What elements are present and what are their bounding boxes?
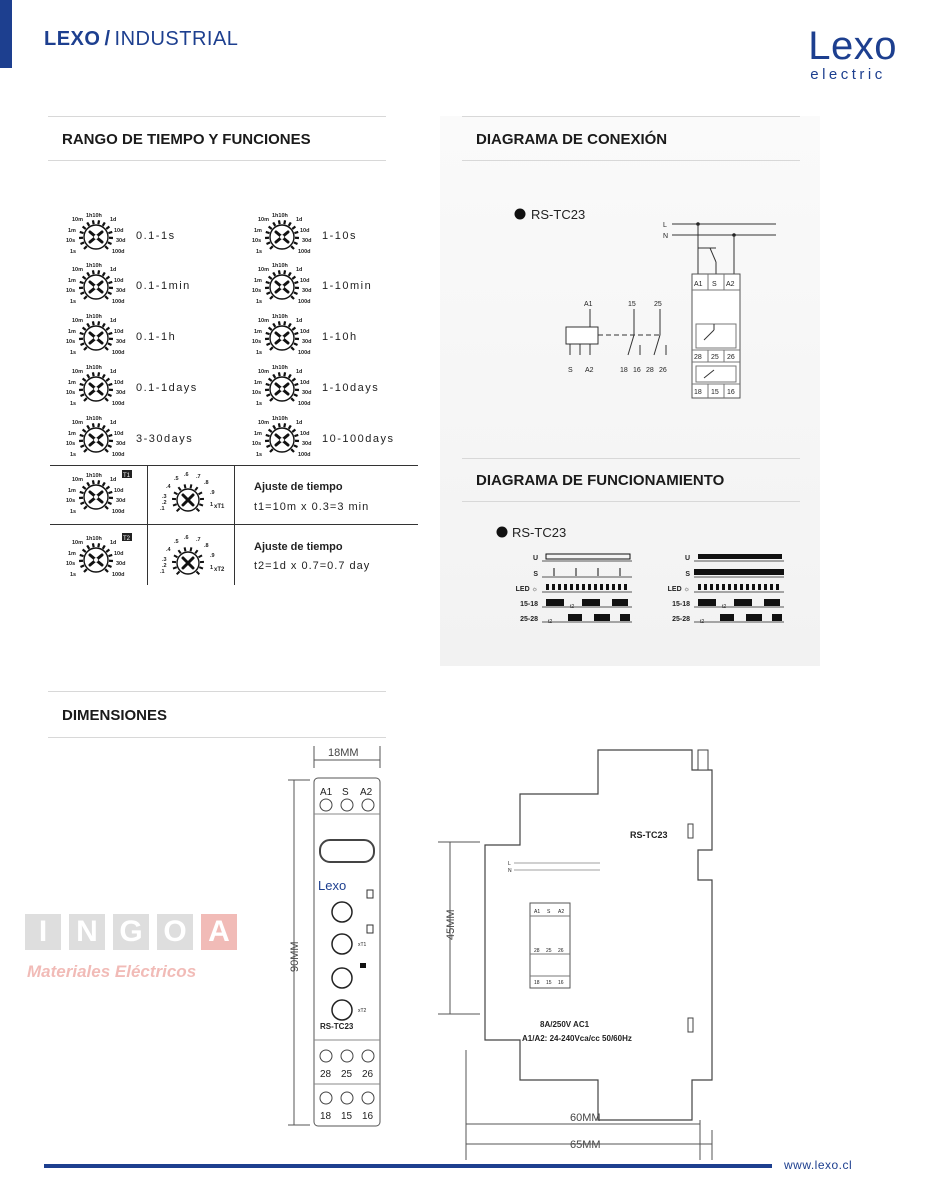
svg-text:1m: 1m <box>68 431 76 437</box>
svg-text:30d: 30d <box>302 390 312 396</box>
svg-text:T2: T2 <box>123 536 131 542</box>
svg-text:30d: 30d <box>302 441 312 447</box>
terminal-label: 16 <box>727 389 735 396</box>
svg-text:10d: 10d <box>300 380 310 386</box>
terminal-label: A2 <box>558 909 565 915</box>
terminal-label: 15 <box>711 389 719 396</box>
range-dial-icon <box>60 260 132 312</box>
svg-text:10d: 10d <box>300 431 310 437</box>
rating-1: 8A/250V AC1 <box>540 1020 590 1029</box>
svg-text:1m: 1m <box>68 380 76 386</box>
svg-text:10d: 10d <box>300 278 310 284</box>
schematic-label: 28 <box>646 367 654 374</box>
svg-text:100d: 100d <box>112 299 125 305</box>
schematic-label: 18 <box>620 367 628 374</box>
terminal-label: 28 <box>694 354 702 361</box>
svg-text:10d: 10d <box>114 488 124 494</box>
rule <box>48 116 386 117</box>
dim-depth-b: 65MM <box>570 1139 601 1151</box>
header-brand <box>44 28 238 51</box>
schematic-label: A2 <box>585 367 594 374</box>
svg-text:100d: 100d <box>112 509 125 515</box>
terminal-label: A1 <box>694 281 703 288</box>
svg-text:1h10h: 1h10h <box>272 263 288 269</box>
svg-text:1d: 1d <box>110 217 117 223</box>
svg-text:1d: 1d <box>296 420 303 426</box>
multiplier-dial-icon <box>152 472 228 524</box>
svg-text:t2: t2 <box>722 604 727 610</box>
range-dial-icon <box>246 413 318 465</box>
ajuste-formula-2: t2=1d x 0.7=0.7 day <box>254 560 371 572</box>
svg-text:10d: 10d <box>114 278 124 284</box>
svg-text:10m: 10m <box>72 267 84 273</box>
svg-text:10s: 10s <box>66 441 76 447</box>
svg-text:.6: .6 <box>184 472 189 478</box>
svg-text:T1: T1 <box>123 473 131 479</box>
svg-text:1h10h: 1h10h <box>272 416 288 422</box>
ajuste-title-2: Ajuste de tiempo <box>254 541 343 553</box>
range-dial-icon <box>60 362 132 414</box>
svg-text:10s: 10s <box>66 288 76 294</box>
svg-text:1d: 1d <box>296 369 303 375</box>
svg-text:.4: .4 <box>166 484 171 490</box>
svg-text:U: U <box>684 555 690 562</box>
svg-text:10s: 10s <box>66 390 76 396</box>
rating-2: A1/A2: 24-240Vca/cc 50/60Hz <box>522 1034 632 1043</box>
terminal-label: S <box>342 787 349 798</box>
range-label: 0.1-1days <box>136 382 198 394</box>
svg-text:1s: 1s <box>256 299 263 305</box>
svg-text:10m: 10m <box>258 318 270 324</box>
svg-text:10m: 10m <box>72 420 84 426</box>
svg-text:1h10h: 1h10h <box>272 213 288 219</box>
range-label: 0.1-1s <box>136 230 176 242</box>
svg-text:100d: 100d <box>298 452 311 458</box>
svg-text:100d: 100d <box>112 572 125 578</box>
watermark-letter: A <box>201 914 237 950</box>
watermark-letter: N <box>69 914 105 950</box>
svg-text:100d: 100d <box>112 401 125 407</box>
timing-diagram <box>490 520 800 630</box>
svg-text:1d: 1d <box>110 318 117 324</box>
footer-rule <box>44 1164 772 1168</box>
svg-text:1s: 1s <box>256 350 263 356</box>
range-dial-icon <box>246 260 318 312</box>
watermark-letter: G <box>113 914 149 950</box>
svg-text:1h10h: 1h10h <box>86 536 102 542</box>
range-dial-icon <box>246 311 318 363</box>
svg-text:1h10h: 1h10h <box>272 314 288 320</box>
svg-text:LED ☼: LED ☼ <box>667 586 690 593</box>
watermark-letter: O <box>157 914 193 950</box>
svg-text:100d: 100d <box>112 249 125 255</box>
table-line <box>147 465 148 585</box>
svg-text:.8: .8 <box>204 543 209 549</box>
svg-text:30d: 30d <box>116 441 126 447</box>
front-view-drawing <box>280 740 400 1140</box>
svg-text:10m: 10m <box>72 318 84 324</box>
svg-text:10s: 10s <box>252 238 262 244</box>
terminal-label: S <box>547 909 551 915</box>
svg-text:1s: 1s <box>70 452 77 458</box>
schematic-label: A1 <box>584 301 593 308</box>
brand-separator: / <box>104 28 111 50</box>
range-dial-icon <box>60 311 132 363</box>
rule <box>462 116 800 117</box>
svg-text:100d: 100d <box>112 452 125 458</box>
section-title-dimensiones: DIMENSIONES <box>62 707 168 724</box>
svg-text:100d: 100d <box>298 249 311 255</box>
terminal-label: 25 <box>711 354 719 361</box>
footer-url[interactable]: www.lexo.cl <box>784 1158 853 1172</box>
rule <box>462 458 800 459</box>
svg-text:.6: .6 <box>184 535 189 541</box>
watermark-logo <box>25 888 283 998</box>
svg-text:1s: 1s <box>70 401 77 407</box>
funcionamiento-model: RS-TC23 <box>512 525 567 540</box>
svg-text:S: S <box>685 571 690 578</box>
range-dial-icon <box>246 210 318 262</box>
svg-text:100d: 100d <box>112 350 125 356</box>
rule <box>48 691 386 692</box>
schematic-label: 15 <box>628 301 636 308</box>
terminal-label: 28 <box>320 1069 332 1080</box>
svg-text:25-28: 25-28 <box>672 616 690 623</box>
svg-text:30d: 30d <box>302 339 312 345</box>
svg-text:100d: 100d <box>298 299 311 305</box>
svg-text:1m: 1m <box>254 329 262 335</box>
svg-text:10s: 10s <box>66 561 76 567</box>
device-brand: Lexo <box>318 878 347 893</box>
rule <box>462 501 800 502</box>
svg-text:15-18: 15-18 <box>672 601 690 608</box>
svg-text:30d: 30d <box>116 238 126 244</box>
svg-text:1h10h: 1h10h <box>86 416 102 422</box>
range-label: 1-10min <box>322 280 373 292</box>
terminal-label: 16 <box>362 1111 374 1122</box>
watermark-subtitle: Materiales Eléctricos <box>27 962 197 981</box>
range-dial-icon <box>246 362 318 414</box>
svg-text:.2: .2 <box>162 500 167 506</box>
dim-width-front: 18MM <box>328 747 359 759</box>
svg-text:1s: 1s <box>70 350 77 356</box>
svg-text:10d: 10d <box>114 551 124 557</box>
side-model: RS-TC23 <box>630 830 668 840</box>
side-view-drawing <box>430 740 730 1160</box>
brand-name: LEXO <box>44 28 101 50</box>
schematic-label: 16 <box>633 367 641 374</box>
svg-text:10d: 10d <box>300 329 310 335</box>
svg-text:1d: 1d <box>110 540 117 546</box>
ajuste-title-1: Ajuste de tiempo <box>254 481 343 493</box>
terminal-label: A1 <box>320 787 333 798</box>
bullet-icon <box>515 209 526 220</box>
terminal-label: 25 <box>341 1069 353 1080</box>
svg-text:.9: .9 <box>210 553 215 559</box>
terminal-label: 15 <box>546 980 552 986</box>
svg-text:10m: 10m <box>258 267 270 273</box>
svg-text:xT1: xT1 <box>214 504 225 510</box>
svg-text:1: 1 <box>210 565 214 571</box>
svg-text:30d: 30d <box>116 561 126 567</box>
svg-text:1m: 1m <box>68 488 76 494</box>
svg-text:xT2: xT2 <box>214 567 225 573</box>
svg-text:1m: 1m <box>254 380 262 386</box>
svg-text:100d: 100d <box>298 350 311 356</box>
device-xt2: xT2 <box>358 1008 367 1014</box>
svg-text:t2: t2 <box>548 619 553 625</box>
terminal-label: S <box>712 281 717 288</box>
svg-text:10s: 10s <box>252 339 262 345</box>
svg-text:.3: .3 <box>162 557 167 563</box>
dim-height: 90MM <box>289 941 301 972</box>
svg-text:.1: .1 <box>160 569 165 575</box>
logo-sub: electric <box>810 66 886 83</box>
rule <box>48 160 386 161</box>
range-label: 1-10s <box>322 230 358 242</box>
range-label: 0.1-1h <box>136 331 177 343</box>
svg-text:1m: 1m <box>254 431 262 437</box>
svg-text:10s: 10s <box>66 498 76 504</box>
svg-text:1d: 1d <box>296 318 303 324</box>
range-dial-icon <box>60 413 132 465</box>
dim-depth-a: 60MM <box>570 1112 601 1124</box>
svg-text:1s: 1s <box>256 452 263 458</box>
svg-text:.9: .9 <box>210 490 215 496</box>
conexion-model: RS-TC23 <box>531 207 586 222</box>
terminal-label: A2 <box>360 787 373 798</box>
terminal-label: 26 <box>362 1069 374 1080</box>
range-label: 1-10days <box>322 382 380 394</box>
svg-text:U: U <box>532 555 538 562</box>
svg-text:.8: .8 <box>204 480 209 486</box>
svg-text:10d: 10d <box>114 431 124 437</box>
dim-depth-inner: 45MM <box>445 909 457 940</box>
svg-text:10m: 10m <box>72 540 84 546</box>
svg-text:1d: 1d <box>110 267 117 273</box>
svg-text:S: S <box>533 571 538 578</box>
svg-text:1d: 1d <box>110 369 117 375</box>
line-label: N <box>508 868 512 874</box>
svg-text:10d: 10d <box>114 228 124 234</box>
svg-text:1: 1 <box>210 502 214 508</box>
svg-text:.7: .7 <box>196 474 201 480</box>
terminal-label: 28 <box>534 948 540 954</box>
svg-text:.5: .5 <box>174 539 179 545</box>
schematic-label: 26 <box>659 367 667 374</box>
rule <box>462 160 800 161</box>
svg-text:15-18: 15-18 <box>520 601 538 608</box>
lexo-logo <box>808 26 897 83</box>
svg-text:t2: t2 <box>570 604 575 610</box>
section-title-rango: RANGO DE TIEMPO Y FUNCIONES <box>62 131 311 148</box>
svg-text:1s: 1s <box>256 249 263 255</box>
svg-text:1s: 1s <box>70 572 77 578</box>
device-xt1: xT1 <box>358 942 367 948</box>
bullet-icon <box>497 527 508 538</box>
line-label: L <box>508 861 511 867</box>
terminal-label: A1 <box>534 909 541 915</box>
range-label: 3-30days <box>136 433 194 445</box>
svg-text:30d: 30d <box>116 339 126 345</box>
svg-text:1d: 1d <box>296 267 303 273</box>
range-dial-icon <box>60 533 132 585</box>
logo-main: Lexo <box>808 24 897 68</box>
svg-text:1s: 1s <box>70 509 77 515</box>
line-label-n: N <box>663 233 669 240</box>
svg-text:t2: t2 <box>700 619 705 625</box>
brand-category: INDUSTRIAL <box>114 28 239 50</box>
multiplier-dial-icon <box>152 535 228 587</box>
svg-text:10s: 10s <box>252 441 262 447</box>
svg-text:1d: 1d <box>110 477 117 483</box>
terminal-label: A2 <box>726 281 735 288</box>
svg-text:1m: 1m <box>68 278 76 284</box>
svg-text:10m: 10m <box>258 420 270 426</box>
svg-text:10m: 10m <box>72 217 84 223</box>
line-label-l: L <box>663 222 667 229</box>
range-label: 0.1-1min <box>136 280 191 292</box>
range-label: 1-10h <box>322 331 358 343</box>
svg-text:1m: 1m <box>68 551 76 557</box>
svg-text:1m: 1m <box>68 329 76 335</box>
svg-text:.5: .5 <box>174 476 179 482</box>
svg-text:10d: 10d <box>300 228 310 234</box>
terminal-label: 15 <box>341 1111 353 1122</box>
svg-text:.1: .1 <box>160 506 165 512</box>
svg-text:1m: 1m <box>68 228 76 234</box>
svg-text:30d: 30d <box>116 390 126 396</box>
svg-text:30d: 30d <box>302 288 312 294</box>
svg-text:100d: 100d <box>298 401 311 407</box>
terminal-label: 26 <box>558 948 564 954</box>
svg-text:25-28: 25-28 <box>520 616 538 623</box>
svg-text:10m: 10m <box>72 477 84 483</box>
terminal-label: 26 <box>727 354 735 361</box>
svg-text:.2: .2 <box>162 563 167 569</box>
svg-text:10m: 10m <box>258 217 270 223</box>
range-dial-icon <box>60 470 132 522</box>
svg-text:10s: 10s <box>66 238 76 244</box>
svg-text:1h10h: 1h10h <box>86 263 102 269</box>
section-title-funcionamiento: DIAGRAMA DE FUNCIONAMIENTO <box>476 472 725 489</box>
svg-text:LED ☼: LED ☼ <box>515 586 538 593</box>
terminal-label: 25 <box>546 948 552 954</box>
svg-text:30d: 30d <box>116 498 126 504</box>
svg-text:1h10h: 1h10h <box>86 365 102 371</box>
terminal-label: 18 <box>534 980 540 986</box>
terminal-label: 18 <box>694 389 702 396</box>
svg-text:30d: 30d <box>302 238 312 244</box>
table-line <box>234 465 235 585</box>
terminal-label: 16 <box>558 980 564 986</box>
svg-text:1s: 1s <box>256 401 263 407</box>
svg-text:1s: 1s <box>70 299 77 305</box>
svg-text:10s: 10s <box>252 390 262 396</box>
section-title-conexion: DIAGRAMA DE CONEXIÓN <box>476 131 668 148</box>
svg-text:1h10h: 1h10h <box>86 213 102 219</box>
svg-text:10s: 10s <box>252 288 262 294</box>
device-model: RS-TC23 <box>320 1022 354 1031</box>
svg-text:1m: 1m <box>254 228 262 234</box>
svg-text:1h10h: 1h10h <box>86 473 102 479</box>
ajuste-formula-1: t1=10m x 0.3=3 min <box>254 501 370 513</box>
terminal-label: 18 <box>320 1111 332 1122</box>
svg-text:1m: 1m <box>254 278 262 284</box>
schematic-label: 25 <box>654 301 662 308</box>
svg-text:10m: 10m <box>258 369 270 375</box>
range-dial-icon <box>60 210 132 262</box>
svg-text:1h10h: 1h10h <box>86 314 102 320</box>
svg-text:1d: 1d <box>296 217 303 223</box>
svg-text:1d: 1d <box>110 420 117 426</box>
range-label: 10-100days <box>322 433 395 445</box>
svg-text:.3: .3 <box>162 494 167 500</box>
svg-text:10s: 10s <box>66 339 76 345</box>
watermark-letter: I <box>25 914 61 950</box>
svg-text:.7: .7 <box>196 537 201 543</box>
svg-text:1s: 1s <box>70 249 77 255</box>
svg-text:10m: 10m <box>72 369 84 375</box>
schematic-label: S <box>568 367 573 374</box>
connection-diagram <box>500 200 790 410</box>
svg-text:1h10h: 1h10h <box>272 365 288 371</box>
svg-text:10d: 10d <box>114 329 124 335</box>
svg-text:.4: .4 <box>166 547 171 553</box>
rule <box>48 737 386 738</box>
svg-text:10d: 10d <box>114 380 124 386</box>
header-accent-bar <box>0 0 12 68</box>
svg-text:30d: 30d <box>116 288 126 294</box>
